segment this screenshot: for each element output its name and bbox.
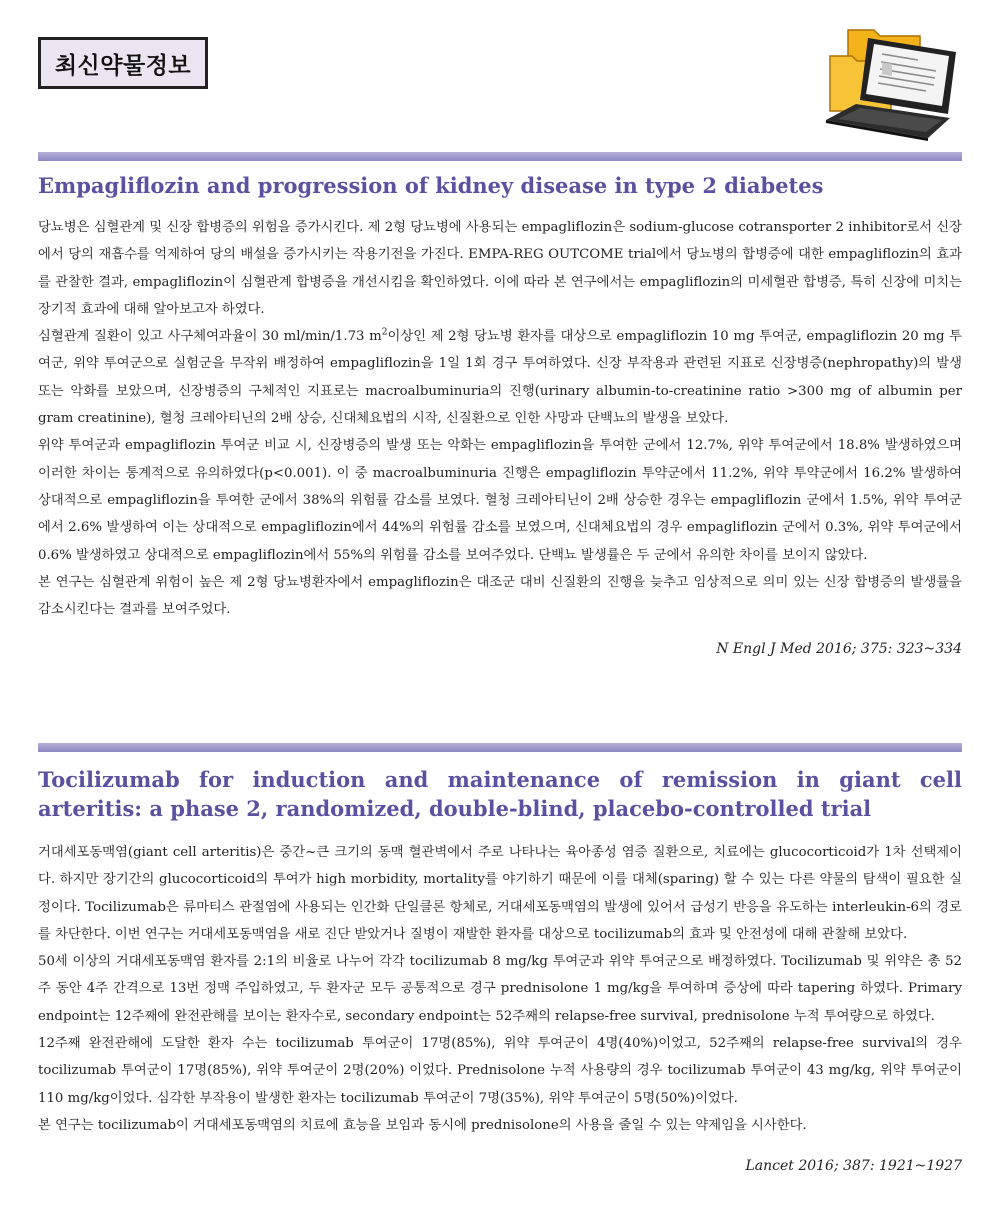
article-title: Tocilizumab for induction and maintenance of remission in giant cell arteritis: a phase 2, randomized, double-blind, placebo-controlled trial bbox=[38, 767, 962, 821]
paragraph: 본 연구는 심혈관계 위험이 높은 제 2형 당뇨병환자에서 empagliflozin은 대조군 대비 신질환의 진행을 늦추고 임상적으로 의미 있는 신장 합병증의 발생률을 감소시킨다는 결과를 보여주었다. bbox=[38, 574, 962, 618]
article-body bbox=[38, 214, 962, 623]
paragraph: 당뇨병은 심혈관계 및 신장 합병증의 위험을 증가시킨다. 제 2형 당뇨병에 사용되는 empagliflozin은 sodium-glucose cotransporter 2 inhibitor로서 신장에서 당의 재흡수를 억제하여 당의 배설을 증가시키는 작용기전을 가진다. EMPA-REG OUTCOME trial에서 당뇨병의 합병증에 대한 empagliflozin의 효과를 관찰한 결과, empagliflozin이 심혈관계 합병증을 개선시킴을 확인하였다. 이에 따라 본 연구에서는 empagliflozin의 미세혈관 합병증, 특히 신장에 미치는 장기적 효과에 대해 알아보고자 하였다. bbox=[38, 220, 962, 317]
paragraph: 위약 투여군과 empagliflozin 투여군 비교 시, 신장병증의 발생 또는 악화는 empagliflozin을 투여한 군에서 12.7%, 위약 투여군에서 18.8% 발생하였으며 이러한 차이는 통계적으로 유의하였다(p<0.001). 이 중 macroalbuminuria 진행은 empagliflozin 투약군에서 11.2%, 위약 투약군에서 16.2% 발생하여 상대적으로 empagliflozin을 투여한 군에서 38%의 위험률 감소를 보였다. 혈청 크레아티닌이 2배 상승한 경우는 empagliflozin 군에서 1.5%, 위약 투여군에서 2.6% 발생하여 이는 상대적으로 empagliflozin에서 44%의 위험률 감소를 보였으며, 신대체요법의 경우 empagliflozin 군에서 0.3%, 위약 투여군에서 0.6% 발생하였고 상대적으로 empagliflozin에서 55%의 위험률 감소를 보여주었다. 단백뇨 발생률은 두 군에서 유의한 차이를 보이지 않았다. bbox=[38, 438, 962, 563]
section-header-label: 최신약물정보 bbox=[54, 52, 192, 79]
article-body bbox=[38, 839, 962, 1139]
paragraph: 50세 이상의 거대세포동맥염 환자를 2:1의 비율로 나누어 각각 tocilizumab 8 mg/kg 투여군과 위약 투여군으로 배정하였다. Tocilizumab 및 위약은 총 52주 동안 4주 간격으로 13번 정맥 주입하였고, 두 환자군 모두 공통적으로 경구 prednisolone 1 mg/kg을 투여하며 증상에 따라 tapering 하였다. Primary endpoint는 12주째에 완전관해를 보이는 환자수로, secondary endpoint는 52주째의 relapse-free survival, prednisolone 누적 투여량으로 하였다. bbox=[38, 954, 962, 1024]
section-divider bbox=[38, 743, 962, 752]
section-header bbox=[38, 37, 208, 89]
paragraph: 거대세포동맥염(giant cell arteritis)은 중간~큰 크기의 동맥 혈관벽에서 주로 나타나는 육아종성 염증 질환으로, 치료에는 glucocorticoid가 1차 선택제이다. 하지만 장기간의 glucocorticoid의 투여가 high morbidity, mortality를 야기하기 때문에 이를 대체(sparing) 할 수 있는 다른 약물의 탐색이 필요한 실정이다. Tocilizumab은 류마티스 관절염에 사용되는 인간화 단일클론 항체로, 거대세포동맥염의 발생에 있어서 급성기 반응을 유도하는 interleukin-6의 경로를 차단한다. 이번 연구는 거대세포동맥염을 새로 진단 받았거나 질병이 재발한 환자를 대상으로 tocilizumab의 효과 및 안전성에 대해 관찰해 보았다. bbox=[38, 845, 962, 942]
paragraph: 12주째 완전관해에 도달한 환자 수는 tocilizumab 투여군이 17명(85%), 위약 투여군이 4명(40%)이었고, 52주째의 relapse-free survival의 경우 tocilizumab 투여군이 17명(85%), 위약 투여군이 2명(20%) 이었다. Prednisolone 누적 사용량의 경우 tocilizumab 투여군이 43 mg/kg, 위약 투여군이 110 mg/kg이었다. 심각한 부작용이 발생한 환자는 tocilizumab 투여군이 7명(35%), 위약 투여군이 5명(50%)이었다. bbox=[38, 1036, 962, 1106]
article-title: Empagliflozin and progression of kidney disease in type 2 diabetes bbox=[38, 173, 824, 198]
citation: Lancet 2016; 387: 1921~1927 bbox=[745, 1158, 962, 1174]
laptop-folder-icon bbox=[808, 22, 968, 142]
section-divider bbox=[38, 152, 962, 161]
paragraph: 심혈관계 질환이 있고 사구체여과율이 30 ml/min/1.73 $m^2$이상인 제 2형 당뇨병 환자를 대상으로 empagliflozin 10 mg 투여군, empagliflozin 20 mg 투여군, 위약 투여군으로 실험군을 무작위 배정하여 empagliflozin을 1일 1회 경구 투여하였다. 신장 부작용과 관련된 지표로 신장병증(nephropathy)의 발생 또는 악화를 보았으며, 신장병증의 구체적인 지표로는 macroalbuminuria의 진행(urinary albumin-to-creatinine ratio >300 mg of albumin per gram creatinine), 혈청 크레아티닌의 2배 상승, 신대체요법의 시작, 신질환으로 인한 사망과 단백뇨의 발생을 보았다. bbox=[38, 327, 962, 427]
paragraph: 본 연구는 tocilizumab이 거대세포동맥염의 치료에 효능을 보임과 동시에 prednisolone의 사용을 줄일 수 있는 약제임을 시사한다. bbox=[38, 1117, 807, 1133]
citation: N Engl J Med 2016; 375: 323~334 bbox=[716, 641, 962, 657]
